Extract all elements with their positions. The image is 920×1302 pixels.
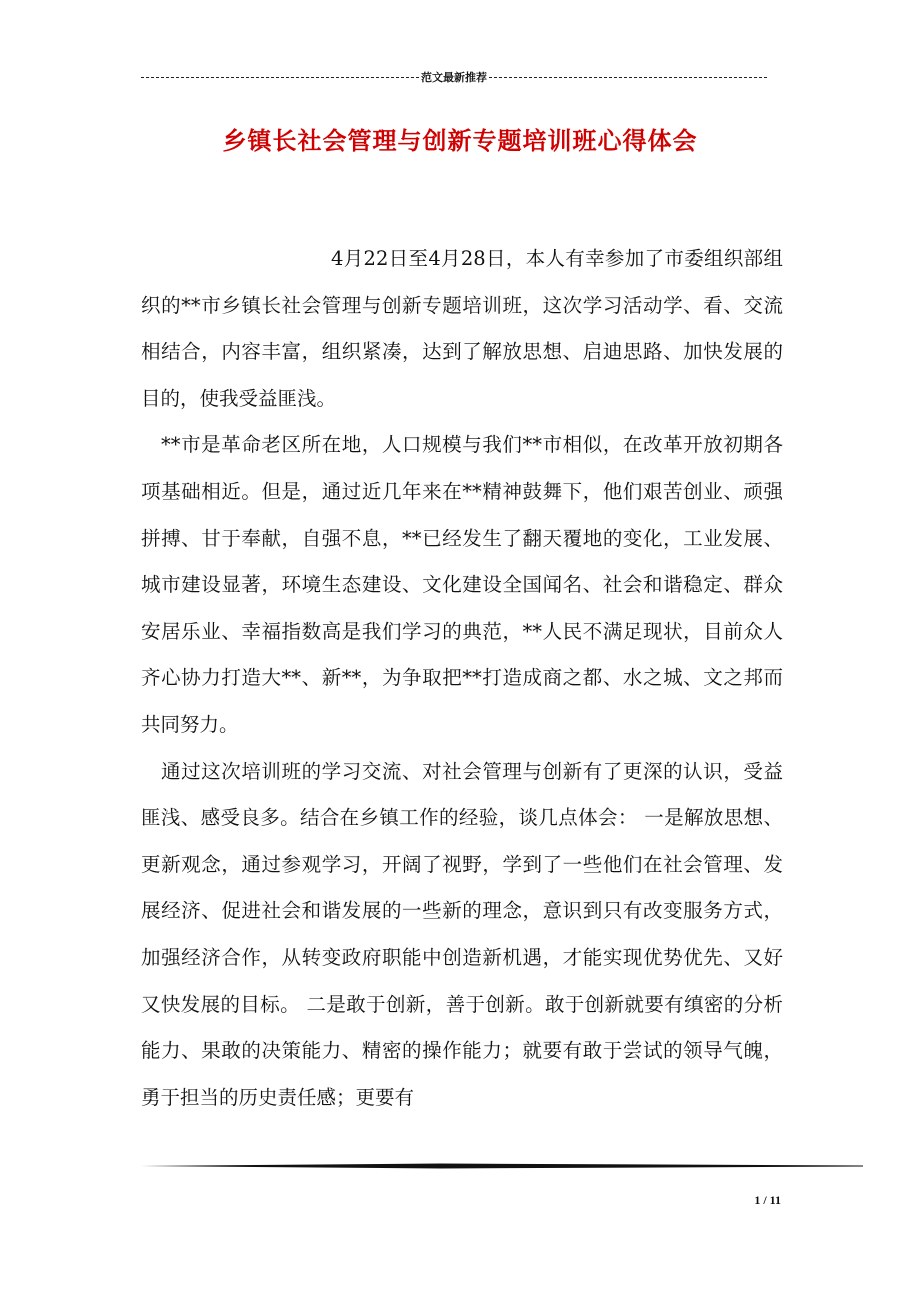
header-dash-left [141,77,419,78]
paragraph: **市是革命老区所在地，人口规模与我们**市相似，在改革开放初期各项基础相近。但是，通过近几年来在**精神鼓舞下，他们艰苦创业、顽强拼搏、甘于奉献，自强不息，**已经发生了翻天覆地的变化，工业发展、城市建设显著，环境生态建设、文化建设全国闻名、社会和谐稳定、群众安居乐业、幸福指数高是我们学习的典范，**人民不满足现状，目前众人齐心协力打造大**、新**，为争取把**打造成商之都、水之城、文之邦而共同努力。 [141,433,783,736]
footer-rule [141,1163,863,1169]
page-number: 1 / 11 [754,1193,781,1207]
page-header [141,68,767,86]
paragraph: 通过这次培训班的学习交流、对社会管理与创新有了更深的认识，受益匪浅、感受良多。结合在乡镇工作的经验，谈几点体会： 一是解放思想、更新观念，通过参观学习，开阔了视野，学到了一些他们在社会管理、发展经济、促进社会和谐发展的一些新的理念，意识到只有改变服务方式，加强经济合作，从转变政府职能中创造新机遇，才能实现优势优先、又好又快发展的目标。 二是敢于创新，善于创新。敢于创新就要有缜密的分析能力、果敢的决策能力、精密的操作能力；就要有敢于尝试的领导气魄，勇于担当的历史责任感；更要有 [141,759,783,1109]
document-body [141,236,783,1121]
header-dash-right [489,77,767,78]
header-label: 范文最新推荐 [421,71,487,84]
document-title: 乡镇长社会管理与创新专题培训班心得体会 [222,127,698,155]
paragraph: 4月22日至4月28日，本人有幸参加了市委组织部组织的**市乡镇长社会管理与创新专题培训班，这次学习活动学、看、交流相结合，内容丰富，组织紧凑，达到了解放思想、启迪思路、加快发展的目的，使我受益匪浅。 [141,247,783,410]
